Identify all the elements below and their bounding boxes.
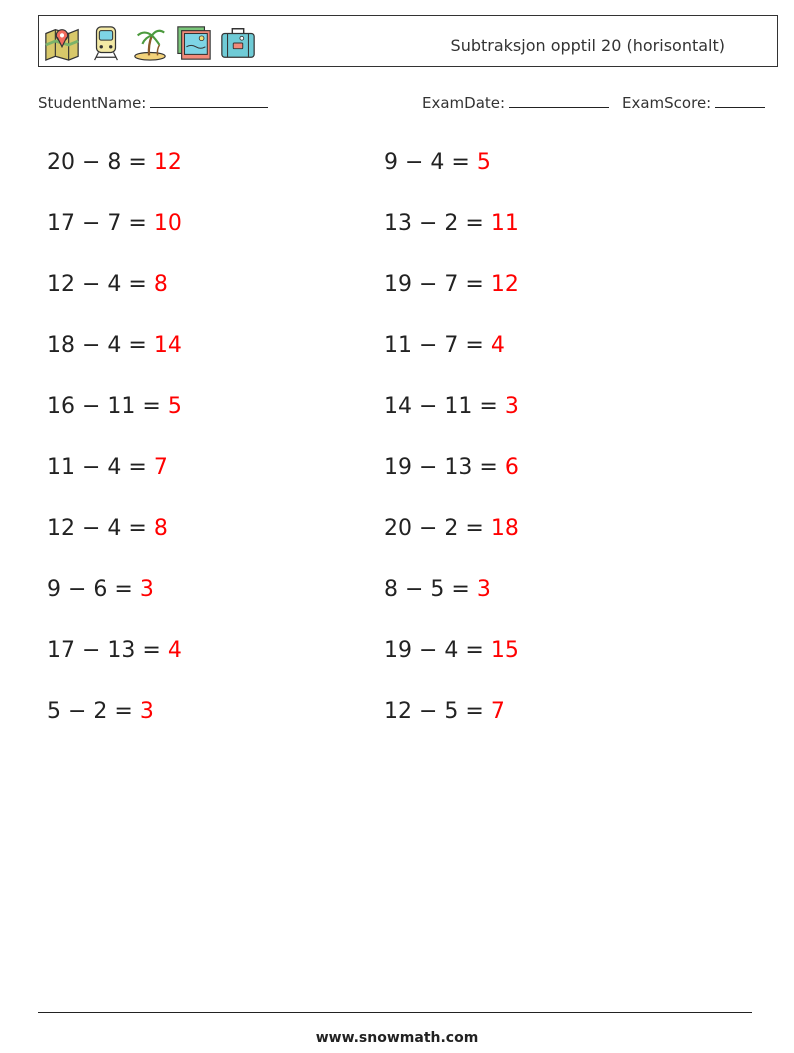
problem-item — [384, 394, 519, 419]
problem-question: 14 − 11 = — [384, 394, 498, 419]
problem-item — [47, 638, 182, 663]
problem-question: 12 − 4 = — [47, 272, 147, 297]
problem-answer: 12 — [490, 272, 519, 297]
exam-date-blank — [509, 93, 609, 108]
problem-question: 19 − 7 = — [384, 272, 484, 297]
problem-answer: 6 — [504, 455, 519, 480]
problem-answer: 3 — [139, 577, 154, 602]
problem-question: 13 − 2 = — [384, 211, 484, 236]
header-icons — [43, 22, 257, 64]
problem-question: 12 − 5 = — [384, 699, 484, 724]
problem-item — [384, 455, 519, 480]
problem-item — [47, 455, 168, 480]
problem-item — [47, 333, 182, 358]
problem-question: 18 − 4 = — [47, 333, 147, 358]
problem-item — [47, 577, 154, 602]
student-name-label: StudentName: — [38, 94, 147, 112]
problem-question: 12 − 4 = — [47, 516, 147, 541]
problem-answer: 5 — [167, 394, 182, 419]
palm-island-icon — [131, 24, 169, 62]
problem-answer: 14 — [153, 333, 182, 358]
problem-question: 16 − 11 = — [47, 394, 161, 419]
problem-question: 11 − 4 = — [47, 455, 147, 480]
problem-question: 9 − 4 = — [384, 150, 470, 175]
problem-answer: 11 — [490, 211, 519, 236]
worksheet-title: Subtraksjon opptil 20 (horisontalt) — [450, 36, 725, 55]
footer-divider — [38, 1012, 752, 1013]
problem-item — [47, 699, 154, 724]
problem-answer: 7 — [153, 455, 168, 480]
problem-item — [384, 577, 491, 602]
problem-answer: 18 — [490, 516, 519, 541]
worksheet-header — [38, 15, 778, 67]
exam-date-label: ExamDate: — [422, 94, 506, 112]
student-name-blank — [150, 93, 268, 108]
problem-answer: 12 — [153, 150, 182, 175]
problem-question: 20 − 8 = — [47, 150, 147, 175]
problem-answer: 3 — [504, 394, 519, 419]
problem-item — [384, 516, 519, 541]
train-icon — [87, 24, 125, 62]
problem-item — [47, 150, 182, 175]
problem-item — [47, 394, 182, 419]
problem-question: 17 − 13 = — [47, 638, 161, 663]
exam-score-blank — [715, 93, 765, 108]
suitcase-icon — [219, 24, 257, 62]
problem-question: 11 − 7 = — [384, 333, 484, 358]
problem-question: 17 − 7 = — [47, 211, 147, 236]
problem-item — [384, 699, 505, 724]
problem-question: 20 − 2 = — [384, 516, 484, 541]
problem-answer: 4 — [490, 333, 505, 358]
problem-answer: 4 — [167, 638, 182, 663]
problem-question: 5 − 2 = — [47, 699, 133, 724]
problem-item — [384, 638, 519, 663]
student-info-row — [38, 93, 770, 115]
problem-item — [47, 211, 182, 236]
problem-question: 8 − 5 = — [384, 577, 470, 602]
problem-question: 9 − 6 = — [47, 577, 133, 602]
student-name-field — [38, 93, 268, 112]
problem-item — [384, 333, 505, 358]
photos-icon — [175, 24, 213, 62]
footer-site-link[interactable]: www.snowmath.com — [315, 1030, 479, 1046]
problem-answer: 15 — [490, 638, 519, 663]
problem-answer: 8 — [153, 516, 168, 541]
problem-item — [384, 272, 519, 297]
problem-item — [47, 516, 168, 541]
map-icon — [43, 24, 81, 62]
problem-answer: 5 — [476, 150, 491, 175]
problem-question: 19 − 4 = — [384, 638, 484, 663]
problem-answer: 3 — [139, 699, 154, 724]
exam-score-field — [622, 93, 765, 112]
problem-item — [384, 150, 491, 175]
problem-answer: 10 — [153, 211, 182, 236]
problem-item — [384, 211, 519, 236]
problem-item — [47, 272, 168, 297]
problem-answer: 3 — [476, 577, 491, 602]
problem-answer: 8 — [153, 272, 168, 297]
exam-score-label: ExamScore: — [622, 94, 712, 112]
problem-answer: 7 — [490, 699, 505, 724]
exam-date-field — [422, 93, 609, 112]
problem-question: 19 − 13 = — [384, 455, 498, 480]
